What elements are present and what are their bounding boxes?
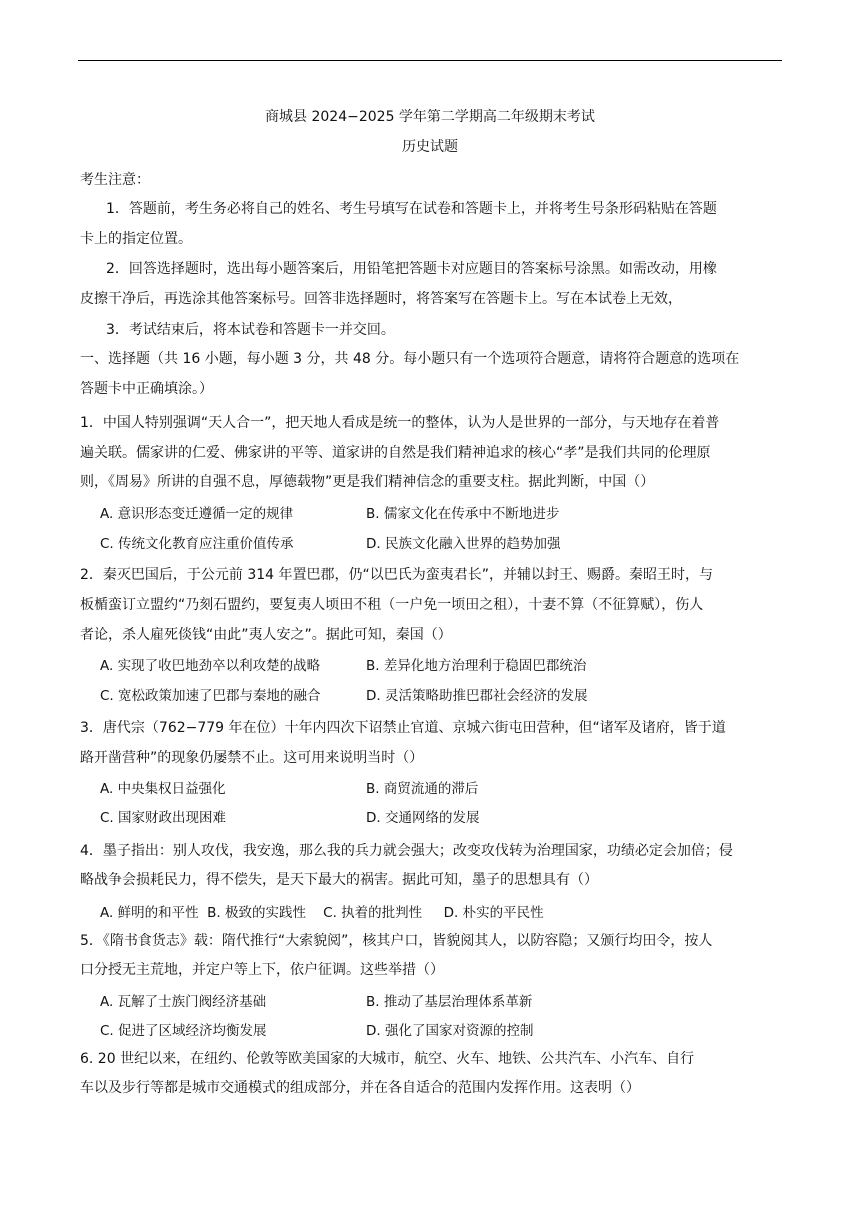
exam-subtitle: 历史试题: [402, 139, 458, 155]
question-5-line-2: 口分授无主荒地，并定户等上下，依户征调。这些举措（）: [80, 962, 444, 978]
question-2-option-a: A. 实现了收巴地劲卒以利攻楚的战略: [100, 658, 321, 674]
question-2-line-3: 者论，杀人雇死倓钱“由此”夷人安之”。据此可知，秦国（）: [80, 627, 452, 643]
section-heading-line-2: 答题卡中正确填涂。）: [80, 381, 213, 397]
exam-title: 商城县 2024−2025 学年第二学期高二年级期末考试: [265, 109, 595, 125]
question-1-line-2: 遍关联。儒家讲的仁爱、佛家讲的平等、道家讲的自然是我们精神追求的核心“孝”是我们共同的伦理原: [80, 445, 711, 461]
top-rule: [78, 60, 782, 61]
question-3-line-1: 3．唐代宗（762−779 年在位）十年内四次下诏禁止官道、京城六街屯田营种，但“诸军及诸府，皆于道: [80, 720, 726, 736]
question-5-option-d: D. 强化了国家对资源的控制: [366, 1023, 534, 1039]
notice-item-3: 3．考试结束后，将本试卷和答题卡一并交回。: [106, 322, 395, 338]
question-3-option-b: B. 商贸流通的滞后: [366, 781, 479, 797]
question-2-option-c: C. 宽松政策加速了巴郡与秦地的融合: [100, 688, 321, 704]
notice-item-2-line-1: 2．回答选择题时，选出每小题答案后，用铅笔把答题卡对应题目的答案标号涂黑。如需改动，用橡: [106, 261, 717, 277]
question-3-line-2: 路开凿营种”的现象仍屡禁不止。这可用来说明当时（）: [80, 750, 424, 766]
question-1-line-3: 则，《周易》所讲的自强不息，厚德载物”更是我们精神信念的重要支柱。据此判断，中国（）: [80, 474, 655, 490]
question-3-option-c: C. 国家财政出现困难: [100, 810, 227, 826]
question-6-line-2: 车以及步行等都是城市交通模式的组成部分，并在各自适合的范围内发挥作用。这表明（）: [80, 1080, 640, 1096]
question-5-option-a: A. 瓦解了士族门阀经济基础: [100, 994, 267, 1010]
question-2-option-b: B. 差异化地方治理利于稳固巴郡统治: [366, 658, 587, 674]
question-1-line-1: 1．中国人特别强调“天人合一”，把天地人看成是统一的整体，认为人是世界的一部分，与天地存在着普: [80, 415, 720, 431]
notice-heading: 考生注意：: [80, 172, 150, 188]
question-1-option-b: B. 儒家文化在传承中不断地进步: [366, 506, 560, 522]
question-3-option-d: D. 交通网络的发展: [366, 810, 480, 826]
question-4-line-1: 4．墨子指出：别人攻伐，我安逸，那么我的兵力就会强大；改变攻伐转为治理国家，功绩必定会加倍；侵: [80, 843, 733, 859]
question-4-line-2: 略战争会损耗民力，得不偿失，是天下最大的祸害。据此可知，墨子的思想具有（）: [80, 872, 598, 888]
section-heading-line-1: 一、选择题（共 16 小题，每小题 3 分，共 48 分。每小题只有一个选项符合题意，请将符合题意的选项在: [80, 351, 740, 367]
question-1-option-d: D. 民族文化融入世界的趋势加强: [366, 536, 561, 552]
question-2-line-1: 2．秦灭巴国后，于公元前 314 年置巴郡，仍“以巴氏为蛮夷君长”，并辅以封王、赐爵。秦昭王时，与: [80, 567, 714, 583]
question-5-option-c: C. 促进了区域经济均衡发展: [100, 1023, 267, 1039]
notice-item-2-line-2: 皮擦干净后，再选涂其他答案标号。回答非选择题时，将答案写在答题卡上。写在本试卷上无效，: [80, 291, 682, 307]
question-3-option-a: A. 中央集权日益强化: [100, 781, 226, 797]
question-5-option-b: B. 推动了基层治理体系革新: [366, 994, 533, 1010]
question-2-option-d: D. 灵活策略助推巴郡社会经济的发展: [366, 688, 588, 704]
question-4-options-inline: A. 鲜明的和平性 B. 极致的实践性 C. 执着的批判性 D. 朴实的平民性: [100, 905, 544, 921]
question-1-option-a: A. 意识形态变迁遵循一定的规律: [100, 506, 294, 522]
notice-item-1-line-1: 1．答题前，考生务必将自己的姓名、考生号填写在试卷和答题卡上，并将考生号条形码粘贴在答题: [106, 201, 717, 217]
question-5-line-1: 5．《隋书食货志》载：隋代推行“大索貌阅”，核其户口，皆貌阅其人，以防容隐；又颁行均田令，按人: [80, 933, 713, 949]
question-2-line-2: 板楯蛮订立盟约“乃刻石盟约，要复夷人顷田不租（一户免一顷田之租），十妻不算（不征算赋），伤人: [80, 597, 704, 613]
question-1-option-c: C. 传统文化教育应注重价值传承: [100, 536, 294, 552]
notice-item-1-line-2: 卡上的指定位置。: [80, 231, 192, 247]
question-6-line-1: 6. 20 世纪以来，在纽约、伦敦等欧美国家的大城市，航空、火车、地铁、公共汽车、小汽车、自行: [80, 1051, 695, 1067]
